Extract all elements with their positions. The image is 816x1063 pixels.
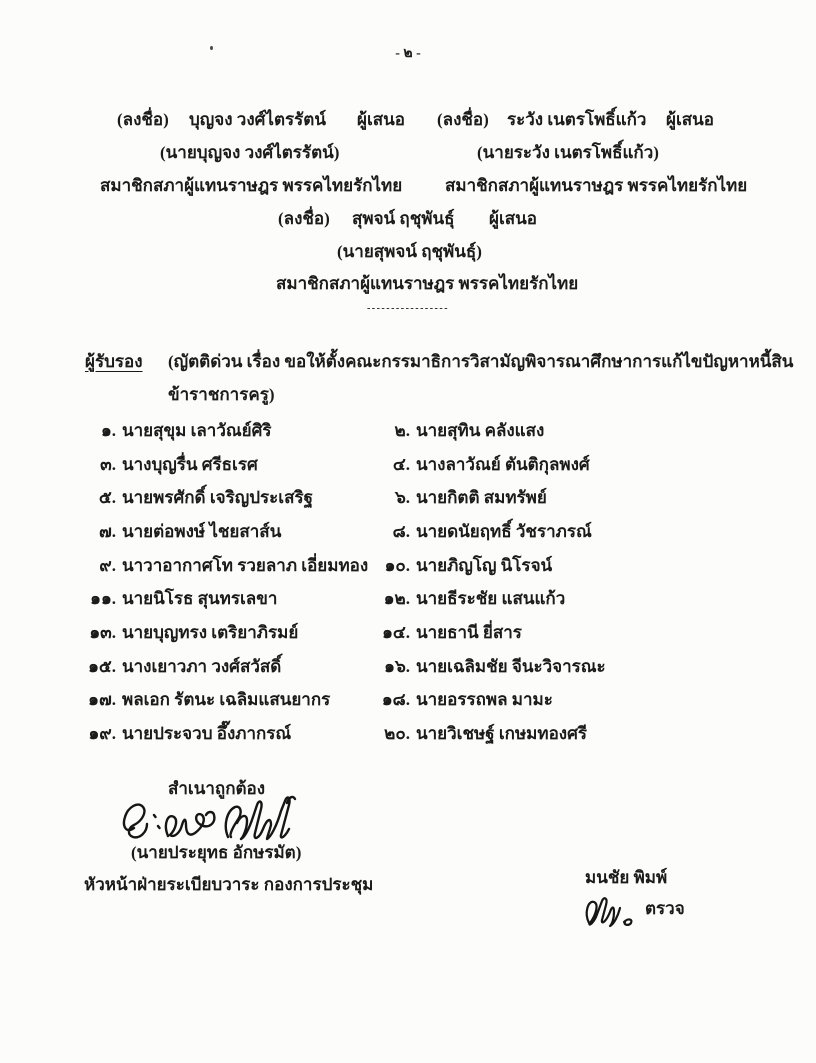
item-name: นางบุญรื่น ศรีธเรศ xyxy=(122,455,258,474)
typist-line: มนชัย พิมพ์ xyxy=(585,868,668,887)
proposer-left-position: สมาชิกสภาผู้แทนราษฎร พรรคไทยรักไทย xyxy=(100,176,403,195)
list-item xyxy=(372,585,565,612)
item-number: ๗. xyxy=(98,522,116,541)
checker-signature-image xyxy=(578,893,640,929)
endorser-row xyxy=(0,619,816,643)
item-number: ๖. xyxy=(394,488,410,507)
item-number: ๑๗. xyxy=(88,690,116,709)
list-item xyxy=(82,518,281,545)
certified-copy-label: สำเนาถูกต้อง xyxy=(168,779,266,798)
sign-label-right: (ลงชื่อ) xyxy=(437,110,489,129)
endorser-row xyxy=(0,451,816,475)
item-number: ๘. xyxy=(392,522,410,541)
proposer-right-signature-name: ระวัง เนตรโพธิ์แก้ว xyxy=(507,110,647,129)
list-item xyxy=(372,720,587,747)
item-number: ๑๕. xyxy=(88,657,116,676)
item-number: ๑๖. xyxy=(384,657,410,676)
item-name: นายสุทิน คลังแสง xyxy=(416,421,545,440)
item-name: นายนิโรธ สุนทรเลขา xyxy=(122,589,278,608)
item-name: นายต่อพงษ์ ไชยสาส์น xyxy=(122,522,282,541)
item-name: พลเอก รัตนะ เฉลิมแสนยากร xyxy=(122,690,331,709)
item-name: นายสุขุม เลาวัณย์ศิริ xyxy=(122,421,272,440)
certifier-name: (นายประยุทธ อักษรมัต) xyxy=(131,843,302,862)
item-number: ๑๘. xyxy=(381,690,410,709)
list-item xyxy=(82,720,291,747)
item-name: นายดนัยฤทธิ์ วัชราภรณ์ xyxy=(416,522,592,541)
section-divider: ----------------- xyxy=(366,303,450,314)
certifier-signature-image xyxy=(116,792,308,850)
proposer-right-full-name: (นายระวัง เนตรโพธิ์แก้ว) xyxy=(477,143,659,162)
item-name: นายอรรถพล มามะ xyxy=(416,690,553,709)
item-name: นายพรศักดิ์ เจริญประเสริฐ xyxy=(122,488,313,507)
endorser-row xyxy=(0,518,816,542)
item-name: นายธานี ยี่สาร xyxy=(416,623,522,642)
list-item xyxy=(82,451,258,478)
item-name: นางลาวัณย์ ตันติกุลพงศ์ xyxy=(416,455,590,474)
list-item xyxy=(82,484,313,511)
list-item xyxy=(82,619,298,646)
endorser-row xyxy=(0,686,816,710)
item-name: นายบุญทรง เตริยาภิรมย์ xyxy=(122,623,299,642)
item-number: ๑๒. xyxy=(383,589,410,608)
proposer-center-full-name: (นายสุพจน์ ฤชุพันธุ์) xyxy=(337,242,482,261)
sign-label-left: (ลงชื่อ) xyxy=(117,110,169,129)
item-number: ๑๓. xyxy=(89,623,116,642)
checked-label: ตรวจ xyxy=(645,899,685,918)
endorser-row xyxy=(0,484,816,508)
proposer-right-position: สมาชิกสภาผู้แทนราษฎร พรรคไทยรักไทย xyxy=(445,176,748,195)
item-number: ๙. xyxy=(99,556,116,575)
list-item xyxy=(372,653,606,680)
item-number: ๑๑. xyxy=(90,589,116,608)
list-item xyxy=(372,686,553,713)
item-name: นายวิเชษฐ์ เกษมทองศรี xyxy=(416,724,588,743)
proposer-label-center: ผู้เสนอ xyxy=(489,209,537,228)
endorser-row xyxy=(0,417,816,441)
proposer-left-signature-name: บุญจง วงศ์ไตรรัตน์ xyxy=(189,110,326,129)
list-item xyxy=(82,552,368,579)
proposer-label-right: ผู้เสนอ xyxy=(666,110,714,129)
endorser-row xyxy=(0,653,816,677)
proposer-center-signature-name: สุพจน์ ฤชุพันธุ์ xyxy=(352,209,455,228)
proposer-label-left: ผู้เสนอ xyxy=(357,110,405,129)
item-name: นาวาอากาศโท รวยลาภ เอี่ยมทอง xyxy=(122,556,369,575)
list-item xyxy=(82,585,277,612)
list-item xyxy=(372,518,592,545)
item-name: นายกิตติ สมทรัพย์ xyxy=(416,488,547,507)
sign-label-center: (ลงชื่อ) xyxy=(278,209,330,228)
endorser-row xyxy=(0,585,816,609)
list-item xyxy=(82,686,330,713)
endorsers-heading: ผู้รับรอง xyxy=(85,352,143,371)
list-item xyxy=(372,451,590,478)
endorser-row xyxy=(0,552,816,576)
item-number: ๕. xyxy=(98,488,116,507)
item-name: นายธีระชัย แสนแก้ว xyxy=(416,589,566,608)
list-item xyxy=(82,417,272,444)
list-item xyxy=(372,417,544,444)
item-number: ๑๐. xyxy=(384,556,410,575)
item-number: ๓. xyxy=(100,455,116,474)
page-number: - ๒ - xyxy=(395,46,421,61)
list-item xyxy=(372,552,552,579)
proposer-center-position: สมาชิกสภาผู้แทนราษฎร พรรคไทยรักไทย xyxy=(276,274,579,293)
item-name: นายเฉลิมชัย จีนะวิจารณะ xyxy=(416,657,606,676)
motion-subject-line2: ข้าราชการครู) xyxy=(168,385,275,404)
motion-subject-line1: (ญัตติด่วน เรื่อง ขอให้ตั้งคณะกรรมาธิการวิสามัญพิจารณาศึกษาการแก้ไขปัญหาหนี้สิน xyxy=(168,352,794,371)
list-item xyxy=(372,484,547,511)
list-item xyxy=(372,619,522,646)
item-number: ๒๐. xyxy=(384,724,410,743)
item-name: นางเยาวภา วงศ์สวัสดิ์ xyxy=(122,657,282,676)
item-number: ๔. xyxy=(392,455,410,474)
endorser-row xyxy=(0,720,816,744)
item-name: นายประจวบ อึ๊งภากรณ์ xyxy=(122,724,292,743)
certifier-title: หัวหน้าฝ่ายระเบียบวาระ กองการประชุม xyxy=(84,875,374,894)
item-name: นายภิญโญ นิโรจน์ xyxy=(416,556,553,575)
list-item xyxy=(82,653,281,680)
item-number: ๑. xyxy=(100,421,116,440)
item-number: ๒. xyxy=(394,421,410,440)
proposer-left-full-name: (นายบุญจง วงศ์ไตรรัตน์) xyxy=(160,143,340,162)
item-number: ๑๔. xyxy=(382,623,410,642)
item-number: ๑๙. xyxy=(88,724,116,743)
